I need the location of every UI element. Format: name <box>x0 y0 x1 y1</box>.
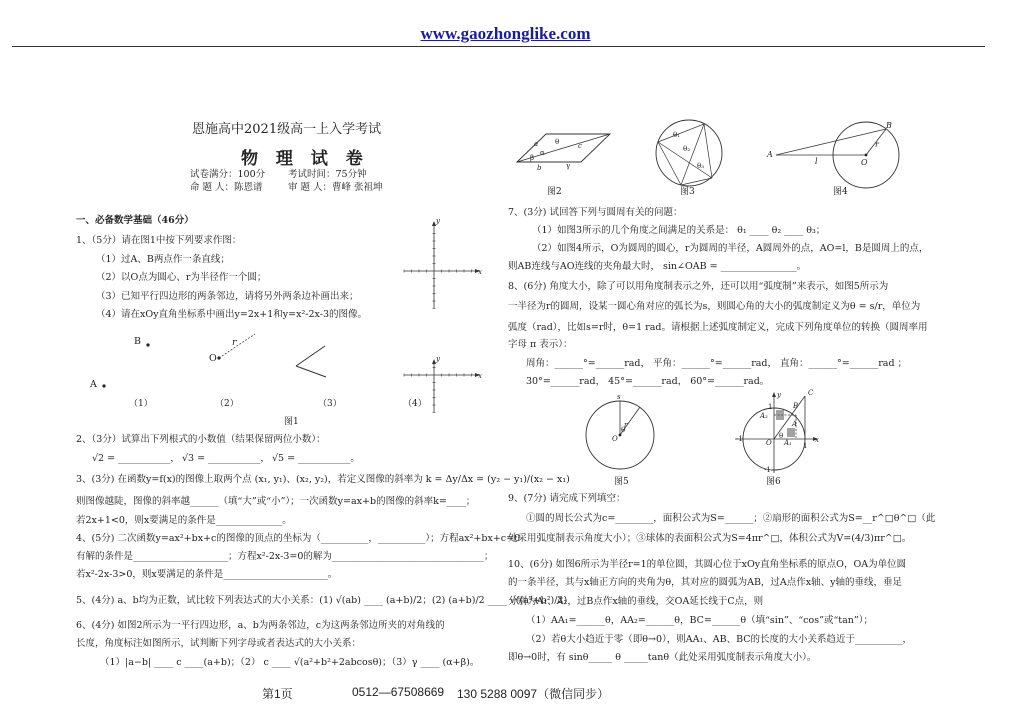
q3-line-2: 则图像越陡，图像的斜率越______（填“大”或“小”）；一次函数y=ax+b的图像的斜率k=____； <box>76 496 476 507</box>
axis-x-upper: x <box>478 268 482 276</box>
fig2-label-theta: θ <box>555 138 560 146</box>
q2-root-5: √5 = ___________。 <box>272 453 360 464</box>
fig4-point-o: O <box>861 158 868 167</box>
exam-author: 命 题 人：陈恩谱 <box>190 182 263 193</box>
q4-line-1: 4、(5分) 二次函数y=ax²+bx+c的图像的顶点的坐标为（__________，__________）；方程ax²+bx+c=0 <box>76 533 521 544</box>
q7-stem: 7、(3分) 试回答下列与圆周有关的问题： <box>508 207 683 218</box>
fig5-label-r: r <box>624 421 628 429</box>
q2-stem: 2、（3分）试算出下列根式的小数值（结果保留两位小数）： <box>76 434 326 445</box>
fig6-label-a1: A₁ <box>784 439 792 447</box>
fig6-label-c: C <box>808 389 814 397</box>
q1-item-3: （3）已知平行四边形的两条邻边，请将另外两条边补画出来； <box>96 291 359 302</box>
fig5-caption: 图5 <box>614 477 629 487</box>
axis-y-upper: y <box>436 217 440 225</box>
q9-line-1: ①圆的周长公式为c=________，面积公式为S=______；②扇形的面积公式为S=__r^□θ^□（此 <box>526 513 936 524</box>
label-a: A <box>90 379 97 390</box>
fig1-sub-4: （4） <box>403 399 427 409</box>
fig6-tick-1x: 1 <box>803 442 808 450</box>
fig4-label-r: r <box>875 140 879 149</box>
q3-line-1: 3、(3分) 在函数y=f(x)的图像上取两个点 (x₁, y₁)、(x₂, y₂)，若定义图像的斜率为 k = Δy/Δx = (y₂ − y₁)/(x₂ − x₁) <box>76 474 570 485</box>
q8-line-2: 一半径为r的圆周，设某一圆心角对应的弧长为s，则圆心角的大小的弧度制定义为θ = s/r，单位为 <box>508 301 921 312</box>
fig2-label-c: c <box>578 142 582 150</box>
label-b: B <box>134 336 141 347</box>
q1-stem: 1、（5分）请在图1中按下列要求作图： <box>76 235 242 246</box>
fig3-label-theta1: θ₁ <box>673 131 681 139</box>
fig2-label-alpha: α <box>540 149 545 157</box>
q6-line-1: 6、(4分) 如图2所示为一平行四边形，a、b为两条邻边，c为这两条邻边所夹的对角线的 <box>76 620 445 631</box>
fig1-sub-3: （3） <box>318 399 342 409</box>
q8-line-3: 弧度（rad），比如s=r时，θ=1 rad。请根据上述弧度制定义，完成下列角度单位的转换（圆周率用 <box>508 322 928 333</box>
section-heading: 一、必备数学基础（46分） <box>76 215 194 226</box>
label-r: r <box>232 337 237 348</box>
exam-duration: 考试时间：75分钟 <box>288 169 367 180</box>
fig1-sub-2: （2） <box>215 399 239 409</box>
footer-page: 第1页 <box>262 687 293 701</box>
fig1-sub-1: （1） <box>129 399 153 409</box>
q4-line-2: 有解的条件是____________________；方程x²-2x-3=0的解为________________________________； <box>76 551 494 562</box>
fig6-tick-1y: 1 <box>768 403 773 411</box>
q8-line-6: 30°=______rad， 45°=______rad， 60°=______rad。 <box>526 376 770 387</box>
fig6-label-a2: A₂ <box>760 412 768 420</box>
fig6-axis-x: x <box>815 436 819 444</box>
fig4-point-a: A <box>767 150 773 159</box>
q8-line-4: 字母 π 表示）： <box>508 339 573 350</box>
fig3-caption: 图3 <box>680 187 695 197</box>
fig6-label-theta: θ <box>779 432 784 440</box>
q10-line-2: 的一条半径，其与x轴正方向的夹角为θ，其对应的圆弧为AB，过A点作x轴、y轴的垂线，垂足 <box>508 577 903 588</box>
fig5-label-s: s <box>617 393 621 401</box>
fig6-tick-m1y: -1 <box>764 466 771 474</box>
q10-line-3: 分别为A₁、A₂，过B点作x轴的垂线，交OA延长线于C点，则 <box>508 596 764 607</box>
fig4-caption: 图4 <box>833 187 848 197</box>
fig2-label-beta: β <box>530 154 535 162</box>
q7-line-1: （1）如图3所示的几个角度之间满足的关系是： θ₁ ____ θ₂ ____ θ₃； <box>532 225 826 236</box>
footer-phone: 0512—67508669 <box>352 685 445 699</box>
q4-line-3: 若x²-2x-3>0，则x要满足的条件是______________________。 <box>76 569 338 580</box>
exam-reviewer: 审 题 人：曹峰 张祖坤 <box>288 182 383 193</box>
full-score: 试卷满分：100分 <box>190 169 266 180</box>
q3-line-3: 若2x+1<0，则x要满足的条件是______________。 <box>76 515 292 526</box>
fig2-label-b: b <box>537 164 542 172</box>
circle-fig5 <box>586 401 654 469</box>
q5-line: 5、(4分) a、b均为正数，试比较下列表达式的大小关系：(1) √(ab) ____ (a+b)/2；(2) (a+b)/2 ____ √((a²+b²)/2) <box>76 595 568 606</box>
q1-item-4: （4）请在xOy直角坐标系中画出y=2x+1和y=x²-2x-3的图像。 <box>96 309 367 320</box>
fig6-caption: 图6 <box>766 477 781 487</box>
q7-line-3: 则AB连线与AO连线的夹角最大时， sin∠OAB = ________________。 <box>508 261 807 272</box>
fig6-label-a: A <box>792 420 798 428</box>
fig4-label-l: l <box>815 157 818 166</box>
fig6-tick-m1x: -1 <box>736 435 743 443</box>
q10-line-4: （1）AA₁=______θ，AA₂=______θ，BC=______θ（填“sin”、“cos”或“tan”）； <box>526 615 874 626</box>
fig5-label-theta: θ <box>621 426 626 434</box>
fig4-point-b: B <box>886 121 892 130</box>
fig6-label-b: B <box>793 402 799 410</box>
unit-circle-fig6 <box>735 392 818 473</box>
site-url-link[interactable]: www.gaozhonglike.com <box>420 24 591 43</box>
exam-title: 恩施高中2021级高一上入学考试 <box>192 122 382 137</box>
q8-line-1: 8、(6分) 角度大小，除了可以用角度制表示之外，还可以用“弧度制”来表示，如图5所示为 <box>508 281 889 292</box>
fig6-axis-y: y <box>777 391 781 399</box>
fig2-label-a: a <box>534 140 539 148</box>
fig2-caption: 图2 <box>547 187 562 197</box>
axis-y-lower: y <box>436 355 440 363</box>
q10-line-1: 10、(6分) 如图6所示为半径r=1的单位圆，其圆心位于xOy直角坐标系的原点O，OA为单位圆 <box>508 559 907 570</box>
fig6-point-o: O <box>766 439 772 447</box>
q6-line-3: （1）|a−b| ____ c ____(a+b)；（2） c ____ √(a²+b²+2abcosθ)；（3）γ ____ (α+β)。 <box>100 657 480 668</box>
fig3-label-theta3: θ₃ <box>697 162 705 170</box>
q2-root-2: √2 = ___________， <box>92 453 180 464</box>
exam-subject: 物 理 试 卷 <box>241 149 369 169</box>
q1-item-1: （1）过A、B两点作一条直线； <box>96 254 230 265</box>
q9-stem: 9、(7分) 请完成下列填空： <box>508 493 626 504</box>
q8-line-5: 周角：______°=______rad， 平角：______°=______rad， 直角：______°=______rad ； <box>526 358 908 369</box>
fig2-label-gamma: γ <box>566 162 571 170</box>
axis-x-lower: x <box>478 372 482 380</box>
q2-root-3: √3 = ___________， <box>182 453 270 464</box>
q10-line-6: 即θ→0时，有 sinθ_____ θ _____tanθ（此处采用弧度制表示角度大小）。 <box>508 652 817 663</box>
q6-line-2: 长度，角度标注如图所示，试判断下列字母或者表达式的大小关系： <box>76 638 362 649</box>
q10-line-5: （2）若θ大小趋近于零（即θ→0），则AA₁、AB、BC的长度的大小关系趋近于__________， <box>526 634 913 645</box>
fig1-caption: 图1 <box>284 417 299 427</box>
q9-line-2: 处采用弧度制表示角度大小）；③球体的表面积公式为S=4πr^□，体积公式为V=(4/3)πr^□。 <box>508 533 912 544</box>
footer-mobile: 130 5288 0097（微信同步） <box>457 687 610 701</box>
label-o: O <box>209 353 217 364</box>
fig5-point-o: O <box>612 435 618 443</box>
q7-line-2: （2）如图4所示，O为圆周的圆心，r为圆周的半径，A圆周外的点，AO=l，B是圆周上的点， <box>532 243 929 254</box>
fig3-label-theta2: θ₂ <box>683 145 691 153</box>
q1-item-2: （2）以O点为圆心、r为半径作一个圆； <box>96 272 267 283</box>
